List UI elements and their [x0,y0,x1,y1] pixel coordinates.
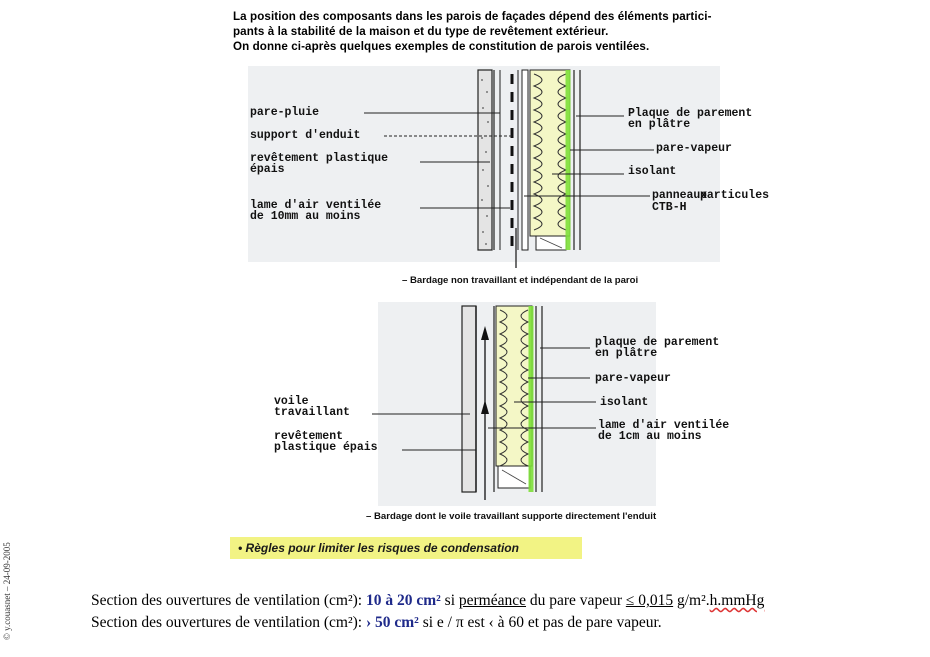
label-particules: particules [700,189,770,202]
vent1-unit-a: g/m². [673,592,710,609]
copyright-note: © y.couasnet – 24-09-2005 [2,542,12,640]
vent1-value: 10 à 20 cm² [365,592,441,609]
vent1-mid1: si [440,592,459,609]
vent1-unit-b: h.mmHg [709,592,765,609]
diagram-1-caption: – Bardage non travaillant et indépendant de la paroi [402,275,639,286]
intro-line-3: On donne ci-après quelques exemples de constitution de parois ventilées. [233,40,650,53]
label-lame-air-2: lame d'air ventilée de 1cm au moins [598,419,730,443]
label-panneaux: panneaux [652,189,708,202]
ventilation-line-1 [91,592,764,610]
vent2-prefix: Section des ouvertures de ventilation (cm²): [91,614,366,631]
diagram-2-caption: – Bardage dont le voile travaillant supporte directement l'enduit [366,511,657,522]
vent2-rest: si e / π est ‹ à 60 et pas de pare vapeur. [418,614,662,631]
label-plaque-parement: Plaque de parement en plâtre [628,107,753,131]
label-isolant: isolant [628,165,677,178]
vent2-value: › 50 cm² [365,614,419,631]
label-pare-vapeur-2: pare-vapeur [595,372,671,385]
label-isolant-2: isolant [600,396,649,409]
label-lame-air: lame d'air ventilée de 10mm au moins [250,199,382,223]
diagram-1-wall [364,70,654,268]
label-revetement-plastique-2: revêtement plastique épais [274,430,378,454]
label-support-enduit: support d'enduit [250,129,361,142]
vent1-condition: ≤ 0,015 [625,592,674,609]
ventilation-line-2 [91,614,662,632]
label-ctb-h: CTB-H [652,201,687,214]
vent1-permeance: perméance [458,592,527,609]
intro-line-2: pants à la stabilité de la maison et du type de revêtement extérieur. [233,25,609,38]
label-voile-travaillant: voile travaillant [274,395,350,419]
label-revetement-plastique: revêtement plastique épais [250,152,389,176]
condensation-rules-banner: • Règles pour limiter les risques de condensation [230,537,582,559]
vent1-mid2: du pare vapeur [526,592,626,609]
intro-line-1: La position des composants dans les parois de façades dépend des éléments partici- [233,10,712,23]
label-plaque-parement-2: plaque de parement en plâtre [595,336,720,360]
label-pare-pluie: pare-pluie [250,106,320,119]
label-pare-vapeur: pare-vapeur [656,142,732,155]
vent1-prefix: Section des ouvertures de ventilation (cm²): [91,592,366,609]
